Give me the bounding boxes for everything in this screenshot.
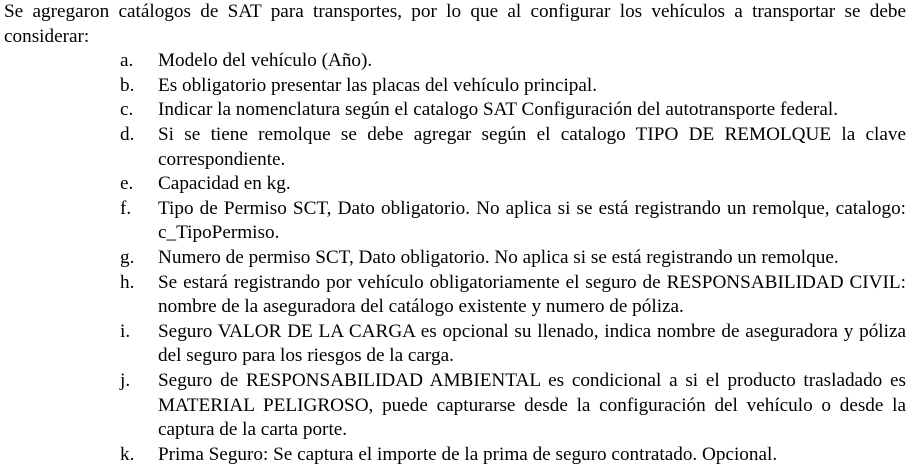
list-item xyxy=(4,246,906,271)
list-item-text: Prima Seguro: Se captura el importe de la prima de seguro contratado. Opcional. xyxy=(158,443,778,465)
list-marker: c. xyxy=(120,99,134,121)
list-marker: a. xyxy=(120,50,134,72)
list-marker: f. xyxy=(120,197,132,219)
list-item-text: Se estará registrando por vehículo obligatoriamente el seguro de RESPONSABILIDAD CIVIL: nombre de la aseguradora del catálogo existente y numero de póliza. xyxy=(158,271,906,318)
list-marker: k. xyxy=(120,443,135,465)
list-marker: d. xyxy=(120,123,135,145)
list-marker: j. xyxy=(120,369,131,391)
list-marker: g. xyxy=(120,246,135,268)
list-item-text: Tipo de Permiso SCT, Dato obligatorio. No aplica si se está registrando un remolque, catalogo: c_TipoPermiso. xyxy=(158,197,906,244)
list-item-text: Numero de permiso SCT, Dato obligatorio. No aplica si se está registrando un remolque. xyxy=(158,246,839,268)
list-item xyxy=(4,271,906,320)
list-item xyxy=(4,320,906,369)
list-item-text: Seguro VALOR DE LA CARGA es opcional su llenado, indica nombre de aseguradora y póliza del seguro para los riesgos de la carga. xyxy=(158,320,906,367)
list-item-text: Capacidad en kg. xyxy=(158,173,291,195)
document-body xyxy=(4,0,906,467)
list-item-text: Si se tiene remolque se debe agregar según el catalogo TIPO DE REMOLQUE la clave correspondiente. xyxy=(158,123,906,170)
list-marker: b. xyxy=(120,74,135,96)
list-marker: e. xyxy=(120,173,134,195)
list-item-text: Modelo del vehículo (Año). xyxy=(158,50,373,72)
list-item xyxy=(4,443,906,468)
list-item-text: Es obligatorio presentar las placas del vehículo principal. xyxy=(158,74,598,96)
list-marker: h. xyxy=(120,271,135,293)
list-item xyxy=(4,49,906,74)
list-item xyxy=(4,123,906,172)
requirements-list xyxy=(4,49,906,467)
list-item-text: Indicar la nomenclatura según el catalogo SAT Configuración del autotransporte federal. xyxy=(158,99,839,121)
list-item xyxy=(4,197,906,246)
list-item-text: Seguro de RESPONSABILIDAD AMBIENTAL es condicional a si el producto trasladado es MATERIAL PELIGROSO, puede capturarse desde la configuración del vehículo o desde la captura de la carta porte. xyxy=(158,369,906,441)
list-marker: i. xyxy=(120,320,131,342)
list-item xyxy=(4,369,906,443)
list-item xyxy=(4,172,906,197)
intro-paragraph: Se agregaron catálogos de SAT para transportes, por lo que al configurar los vehículos a transportar se debe considerar: xyxy=(4,1,906,47)
list-item xyxy=(4,74,906,99)
list-item xyxy=(4,98,906,123)
